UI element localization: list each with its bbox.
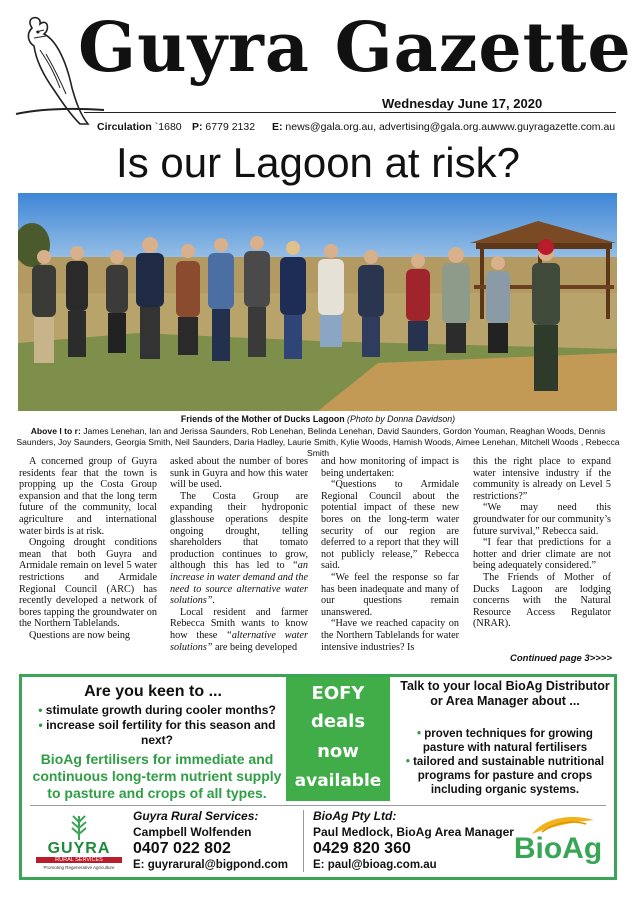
- guyra-rural-services-logo: [36, 812, 122, 872]
- article-column-4: this the right place to expand water intensive industry if the community is already on Level 5 restrictions?” “We may need this groundwater for our community’s future survival,” Rebecca said. “I fear that predictions for a hotter and drier climate are not being adequately considered.” The Friends of Mother of Ducks Lagoon are lodging concerns with the Natural Resource Access Regulator (NRAR).: [473, 456, 611, 630]
- eofy-line-4: available: [294, 771, 382, 791]
- article-column-2: asked about the number of bores sunk in Guyra and how this water will be used. The Costa Group are expanding their hydroponic glasshouse operations despite ongoing drought, telling shareholders that tomato production continues to grow, although this has led to “an increase in water demand and the need to source alternative water solutions”. Local resident and farmer Rebecca Smith wants to know how these “alternative water solutions” are being developed: [170, 456, 308, 653]
- group-photo: [18, 193, 617, 411]
- wheat-icon: [36, 812, 122, 842]
- eofy-line-1: EOFY: [311, 683, 365, 704]
- contact2-company: BioAg Pty Ltd:: [313, 809, 397, 823]
- ad-right-heading: Talk to your local BioAg Distributor or Area Manager about ...: [400, 679, 610, 708]
- bioag-logo: [512, 812, 604, 872]
- bullet-icon: •: [38, 703, 43, 717]
- ad-vertical-divider: [303, 810, 304, 872]
- bullet-icon: •: [417, 728, 422, 740]
- contact1-company: Guyra Rural Services:: [133, 809, 259, 823]
- photo-caption-title: Friends of the Mother of Ducks Lagoon (Photo by Donna Davidson): [180, 414, 456, 424]
- circulation-info: Circulation `1680: [97, 121, 182, 133]
- contact1-phone[interactable]: 0407 022 802: [133, 840, 231, 857]
- headline: Is our Lagoon at risk?: [116, 139, 520, 186]
- phone-info: P: 6779 2132: [192, 121, 256, 133]
- continued-link[interactable]: Continued page 3>>>>: [510, 653, 612, 664]
- ad-divider: [30, 805, 606, 806]
- eofy-line-3: now: [317, 741, 359, 762]
- issue-date: Wednesday June 17, 2020: [382, 96, 543, 111]
- contact2-phone[interactable]: 0429 820 360: [313, 840, 411, 857]
- contact2-email[interactable]: E: paul@bioag.com.au: [313, 859, 437, 871]
- ad-left-bullets: • stimulate growth during cooler months? • increase soil fertility for this season and next?: [38, 703, 276, 747]
- masthead-title: Guyra Gazette: [78, 8, 632, 88]
- photo-caption-names: Above l to r: James Lenehan, Ian and Jerissa Saunders, Rob Lenehan, Belinda Lenehan, David Saunders, Gordon Youman, Reaghan Woods, Dennis Saunders, Joy Saunders, Georgia Smith, Neil Saunders, Daria Hadley, Laurie Smith, Kylie Woods, Hamish Woods, Aimee Lenehan, Mitchell Woods , Rebecca Smith: [16, 426, 620, 458]
- guyra-logo-sub: RURAL SERVICES: [36, 857, 122, 863]
- article-column-1: A concerned group of Guyra residents fear that the town is propping up the Costa Group expansion and that the long term future of the community, local agriculture and international water birds is at risk. Ongoing drought conditions mean that both Guyra and Armidale remain on level 5 water restrictions and Armidale Regional Council (ARC) has recently developed a network of bores tapping the groundwater on the Northern Tablelands. Questions are now being: [19, 456, 157, 641]
- guyra-logo-text: GUYRA: [47, 840, 111, 857]
- contact1-email[interactable]: E: guyrarural@bigpond.com: [133, 859, 288, 871]
- contact1-name: Campbell Wolfenden: [133, 825, 252, 839]
- bullet-icon: •: [38, 718, 43, 732]
- article-column-3: and how monitoring of impact is being undertaken: “Questions to Armidale Regional Council about the potential impact of these new bores on the long-term water security of our region are deferred to a report that they will not publicly release,” Rebecca said. “We feel the response so far has been inadequate and many of our questions remain unanswered. “Have we reached capacity on the Northern Tablelands for water intensive industries? Is: [321, 456, 459, 653]
- contact2-name: Paul Medlock, BioAg Area Manager: [313, 825, 514, 839]
- email-info: E: news@gala.org.au, advertising@gala.org.au: [272, 121, 493, 133]
- bioag-logo-text: BioAg: [513, 832, 603, 865]
- masthead-rule: [84, 112, 616, 113]
- bullet-icon: •: [405, 756, 410, 768]
- ad-right-bullets: • proven techniques for growing pasture with natural fertilisers • tailored and sustainable nutritional programs for pasture and crops including organic systems.: [405, 728, 605, 796]
- ad-left-body: BioAg fertilisers for immediate and continuous long-term nutrient supply to pasture and crops of all types.: [32, 751, 282, 801]
- ad-left-heading: Are you keen to ...: [84, 683, 222, 700]
- eofy-line-2: deals: [310, 711, 366, 732]
- guyra-logo-tagline: Promoting Regenerative Agriculture: [43, 865, 115, 870]
- eofy-deals-box: [286, 677, 390, 801]
- website-link[interactable]: www.guyragazette.com.au: [492, 121, 616, 133]
